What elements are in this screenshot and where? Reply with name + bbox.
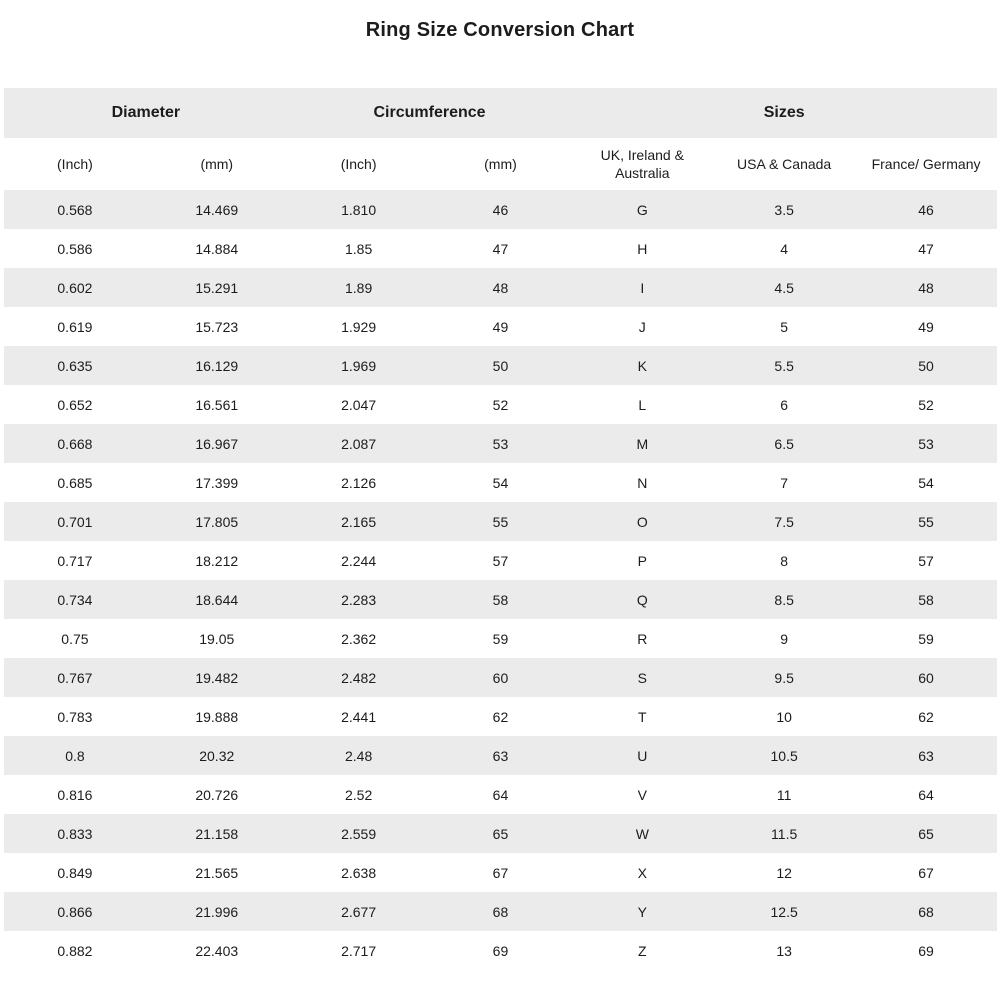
table-cell-r17-c5: 12 [776, 864, 792, 881]
table-cell-r2-c0: 0.602 [57, 279, 93, 296]
column-header-2: (Inch) [340, 155, 377, 172]
table-cell-r9-c6: 57 [918, 552, 934, 569]
table-cell-r7-c3: 54 [492, 474, 509, 491]
table-cell-r0-c2: 1.810 [341, 201, 377, 218]
table-cell-r9-c4: P [637, 552, 647, 569]
table-cell-r17-c2: 2.638 [341, 864, 377, 881]
table-cell-r11-c2: 2.362 [341, 630, 377, 647]
table-cell-r6-c5: 6.5 [774, 435, 794, 452]
page-title: Ring Size Conversion Chart [365, 19, 635, 41]
table-cell-r2-c2: 1.89 [344, 279, 373, 296]
table-cell-r6-c3: 53 [492, 435, 509, 452]
table-cell-r8-c4: O [636, 513, 648, 530]
table-cell-r12-c1: 19.482 [195, 669, 239, 686]
table-cell-r0-c0: 0.568 [57, 201, 93, 218]
table-row [4, 541, 997, 580]
table-cell-r0-c3: 46 [492, 201, 509, 218]
table-cell-r0-c5: 3.5 [774, 201, 794, 218]
table-row [4, 307, 997, 346]
table-cell-r16-c6: 65 [918, 825, 934, 842]
table-cell-r8-c3: 55 [492, 513, 509, 530]
table-row [4, 697, 997, 736]
table-cell-r14-c4: U [637, 747, 648, 764]
table-cell-r5-c5: 6 [780, 396, 789, 413]
table-cell-r4-c4: K [637, 357, 647, 374]
table-cell-r19-c3: 69 [492, 942, 509, 959]
table-cell-r15-c3: 64 [492, 786, 509, 803]
table-cell-r18-c2: 2.677 [341, 903, 377, 920]
table-cell-r3-c4: J [638, 318, 646, 335]
column-header-6: France/ Germany [871, 155, 981, 172]
table-cell-r8-c2: 2.165 [341, 513, 377, 530]
table-cell-r7-c4: N [637, 474, 648, 491]
table-cell-r8-c5: 7.5 [774, 513, 794, 530]
table-header [4, 88, 997, 190]
table-cell-r1-c3: 47 [492, 240, 509, 257]
table-cell-r4-c5: 5.5 [774, 357, 794, 374]
table-cell-r5-c3: 52 [492, 396, 509, 413]
table-row [4, 619, 997, 658]
table-cell-r6-c6: 53 [918, 435, 934, 452]
group-header-circumference: Circumference [373, 104, 486, 121]
ring-size-conversion-table [4, 88, 997, 970]
table-body [4, 190, 997, 970]
table-cell-r14-c2: 2.48 [344, 747, 373, 764]
table-cell-r12-c4: S [637, 669, 647, 686]
table-row [4, 190, 997, 229]
table-cell-r16-c2: 2.559 [341, 825, 377, 842]
table-cell-r4-c0: 0.635 [57, 357, 93, 374]
column-header-3: (mm) [484, 155, 517, 172]
table-cell-r12-c5: 9.5 [774, 669, 794, 686]
table-cell-r15-c2: 2.52 [344, 786, 373, 803]
table-cell-r0-c1: 14.469 [195, 201, 239, 218]
table-cell-r11-c1: 19.05 [199, 630, 235, 647]
table-row [4, 580, 997, 619]
table-cell-r8-c0: 0.701 [57, 513, 93, 530]
table-row [4, 424, 997, 463]
table-row [4, 658, 997, 697]
table-cell-r14-c1: 20.32 [199, 747, 235, 764]
table-cell-r9-c1: 18.212 [195, 552, 239, 569]
table-row [4, 892, 997, 931]
table-cell-r13-c5: 10 [776, 708, 792, 725]
table-cell-r3-c5: 5 [780, 318, 789, 335]
table-cell-r7-c6: 54 [918, 474, 934, 491]
table-row [4, 229, 997, 268]
table-cell-r9-c2: 2.244 [341, 552, 377, 569]
table-cell-r18-c3: 68 [492, 903, 509, 920]
table-cell-r10-c5: 8.5 [774, 591, 794, 608]
table-cell-r0-c6: 46 [918, 201, 934, 218]
table-cell-r16-c4: W [635, 825, 649, 842]
table-cell-r1-c2: 1.85 [344, 240, 373, 257]
table-cell-r8-c6: 55 [918, 513, 934, 530]
table-cell-r0-c4: G [636, 201, 648, 218]
table-cell-r9-c5: 8 [780, 552, 789, 569]
table-cell-r1-c5: 4 [780, 240, 789, 257]
table-row [4, 736, 997, 775]
table-cell-r13-c0: 0.783 [57, 708, 93, 725]
table-cell-r11-c6: 59 [918, 630, 934, 647]
table-cell-r14-c6: 63 [918, 747, 934, 764]
table-cell-r1-c1: 14.884 [195, 240, 239, 257]
table-row [4, 814, 997, 853]
table-cell-r3-c0: 0.619 [57, 318, 93, 335]
group-header-row [4, 88, 997, 138]
table-cell-r4-c3: 50 [492, 357, 509, 374]
table-cell-r9-c0: 0.717 [57, 552, 93, 569]
table-cell-r17-c1: 21.565 [195, 864, 239, 881]
table-cell-r12-c0: 0.767 [57, 669, 93, 686]
table-cell-r16-c0: 0.833 [57, 825, 93, 842]
group-header-diameter: Diameter [111, 104, 181, 121]
table-cell-r13-c3: 62 [492, 708, 509, 725]
table-row [4, 931, 997, 970]
table-row [4, 502, 997, 541]
table-cell-r10-c1: 18.644 [195, 591, 239, 608]
table-cell-r13-c4: T [638, 708, 647, 725]
table-cell-r18-c4: Y [637, 903, 647, 920]
table-cell-r4-c2: 1.969 [341, 357, 377, 374]
table-row [4, 853, 997, 892]
table-cell-r16-c1: 21.158 [195, 825, 239, 842]
table-cell-r19-c5: 13 [776, 942, 792, 959]
table-cell-r3-c6: 49 [918, 318, 934, 335]
table-cell-r1-c0: 0.586 [57, 240, 93, 257]
table-cell-r5-c4: L [638, 396, 647, 413]
table-cell-r18-c6: 68 [918, 903, 934, 920]
table-cell-r5-c6: 52 [918, 396, 934, 413]
table-cell-r2-c6: 48 [918, 279, 934, 296]
table-cell-r7-c5: 7 [780, 474, 789, 491]
table-cell-r10-c3: 58 [492, 591, 509, 608]
table-cell-r17-c4: X [637, 864, 647, 881]
table-cell-r19-c4: Z [638, 942, 647, 959]
group-header-sizes: Sizes [763, 104, 805, 121]
table-row [4, 268, 997, 307]
table-cell-r10-c6: 58 [918, 591, 934, 608]
table-cell-r18-c0: 0.866 [57, 903, 93, 920]
table-cell-r14-c5: 10.5 [770, 747, 798, 764]
table-cell-r7-c0: 0.685 [57, 474, 93, 491]
table-cell-r10-c4: Q [636, 591, 648, 608]
table-cell-r12-c6: 60 [918, 669, 934, 686]
table-row [4, 385, 997, 424]
table-cell-r10-c2: 2.283 [341, 591, 377, 608]
table-cell-r11-c4: R [637, 630, 648, 647]
table-cell-r16-c3: 65 [492, 825, 509, 842]
column-header-4: UK, Ireland & Australia [600, 146, 684, 181]
table-cell-r3-c1: 15.723 [195, 318, 239, 335]
table-cell-r19-c0: 0.882 [57, 942, 93, 959]
table-row [4, 463, 997, 502]
table-cell-r3-c3: 49 [492, 318, 509, 335]
table-cell-r2-c4: I [640, 279, 645, 296]
table-cell-r1-c6: 47 [918, 240, 934, 257]
table-cell-r17-c6: 67 [918, 864, 934, 881]
table-cell-r19-c1: 22.403 [195, 942, 239, 959]
table-cell-r13-c1: 19.888 [195, 708, 239, 725]
table-cell-r6-c0: 0.668 [57, 435, 93, 452]
table-cell-r19-c6: 69 [918, 942, 934, 959]
table-cell-r2-c3: 48 [492, 279, 509, 296]
table-cell-r17-c0: 0.849 [57, 864, 93, 881]
table-cell-r6-c2: 2.087 [341, 435, 377, 452]
table-cell-r5-c0: 0.652 [57, 396, 93, 413]
table-cell-r15-c1: 20.726 [195, 786, 239, 803]
table-cell-r9-c3: 57 [492, 552, 509, 569]
table-cell-r4-c6: 50 [918, 357, 934, 374]
table-cell-r17-c3: 67 [492, 864, 509, 881]
table-cell-r7-c1: 17.399 [195, 474, 239, 491]
table-cell-r4-c1: 16.129 [195, 357, 239, 374]
table-cell-r11-c0: 0.75 [61, 630, 89, 647]
column-header-1: (mm) [200, 155, 234, 172]
table-cell-r14-c0: 0.8 [65, 747, 85, 764]
table-cell-r13-c2: 2.441 [341, 708, 377, 725]
table-cell-r1-c4: H [637, 240, 648, 257]
table-cell-r3-c2: 1.929 [341, 318, 377, 335]
table-cell-r19-c2: 2.717 [341, 942, 377, 959]
table-cell-r16-c5: 11.5 [771, 825, 798, 842]
table-cell-r18-c5: 12.5 [770, 903, 798, 920]
table-cell-r5-c1: 16.561 [195, 396, 239, 413]
table-cell-r14-c3: 63 [492, 747, 509, 764]
table-cell-r12-c2: 2.482 [341, 669, 377, 686]
table-cell-r13-c6: 62 [918, 708, 934, 725]
table-cell-r15-c4: V [637, 786, 647, 803]
table-cell-r10-c0: 0.734 [57, 591, 93, 608]
table-cell-r7-c2: 2.126 [341, 474, 377, 491]
table-cell-r15-c5: 11 [776, 786, 792, 803]
table-cell-r5-c2: 2.047 [341, 396, 377, 413]
table-cell-r15-c6: 64 [918, 786, 934, 803]
table-cell-r18-c1: 21.996 [195, 903, 239, 920]
table-cell-r11-c3: 59 [492, 630, 509, 647]
table-row [4, 775, 997, 814]
column-header-row [4, 138, 997, 190]
table-cell-r2-c1: 15.291 [195, 279, 239, 296]
table-cell-r15-c0: 0.816 [57, 786, 93, 803]
table-cell-r12-c3: 60 [492, 669, 509, 686]
table-cell-r11-c5: 9 [780, 630, 789, 647]
table-cell-r6-c4: M [636, 435, 649, 452]
table-cell-r8-c1: 17.805 [195, 513, 239, 530]
column-header-0: (Inch) [57, 155, 93, 172]
column-header-5: USA & Canada [737, 155, 832, 172]
table-cell-r6-c1: 16.967 [195, 435, 239, 452]
table-cell-r2-c5: 4.5 [774, 279, 794, 296]
table-row [4, 346, 997, 385]
